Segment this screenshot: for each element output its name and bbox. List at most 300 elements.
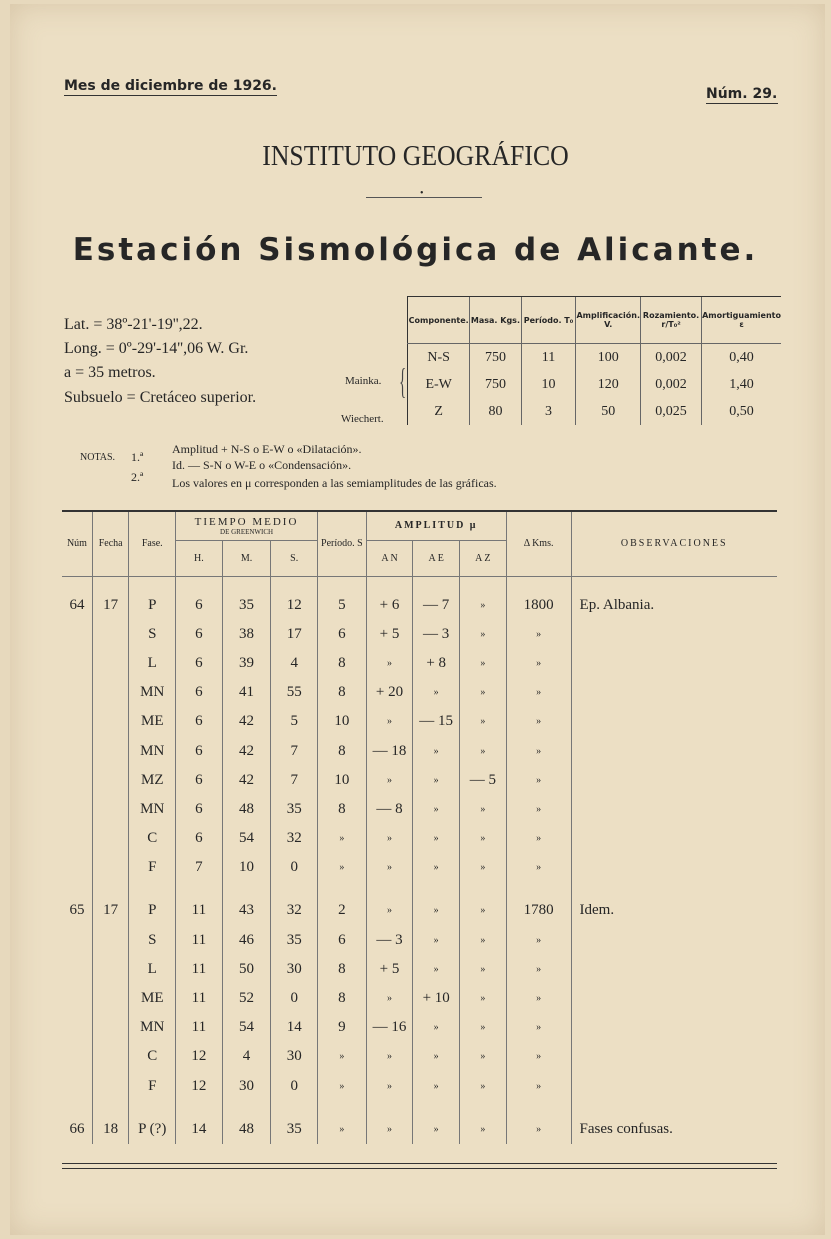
table-cell: + 6 (366, 591, 413, 620)
table-cell: 6 (176, 678, 223, 707)
table-cell: » (460, 984, 507, 1013)
altitude: a = 35 metros. (64, 364, 156, 381)
table-cell: » (460, 1042, 507, 1071)
table-cell: » (460, 955, 507, 984)
table-cell: 17 (271, 620, 318, 649)
table-row (62, 591, 777, 620)
observation-cell: Idem. (571, 896, 777, 925)
table-cell: 11 (176, 955, 223, 984)
instrument-cell: 10 (521, 371, 576, 398)
table-cell: 35 (271, 926, 318, 955)
table-cell: — 8 (366, 795, 413, 824)
note-2-marker: 2.ª (131, 470, 144, 484)
table-cell: 7 (271, 736, 318, 765)
table-cell: 30 (271, 955, 318, 984)
table-row (62, 766, 777, 795)
col-amortiguamiento: Amortiguamiento ε (702, 297, 781, 344)
instrument-table (407, 296, 781, 425)
table-cell: 6 (176, 620, 223, 649)
table-cell: ME (129, 707, 176, 736)
table-cell: » (460, 707, 507, 736)
table-cell: » (413, 1042, 460, 1071)
table-cell (92, 707, 129, 736)
col-masa: Masa. Kgs. (470, 297, 521, 344)
table-cell: » (318, 824, 367, 853)
table-cell: » (460, 591, 507, 620)
table-cell: » (413, 766, 460, 795)
instrument-cell: 11 (521, 344, 576, 372)
table-cell: » (366, 649, 413, 678)
table-cell: 1800 (506, 591, 571, 620)
header-periodo: Período. S (318, 512, 367, 576)
observation-cell (571, 955, 777, 984)
note-1-line-1: Amplitud + N-S o E-W o «Dilatación». (172, 442, 362, 456)
table-cell (62, 1042, 92, 1071)
table-row (62, 955, 777, 984)
table-cell: 10 (318, 766, 367, 795)
spacer-row (62, 1101, 777, 1115)
spacer-row (62, 882, 777, 896)
header-amplitud: AMPLITUD μ (366, 512, 506, 540)
table-cell: 6 (176, 649, 223, 678)
table-cell: » (366, 707, 413, 736)
table-cell: » (460, 795, 507, 824)
table-cell: 5 (318, 591, 367, 620)
col-componente: Componente. (408, 297, 470, 344)
table-cell: 12 (176, 1042, 223, 1071)
table-cell (62, 766, 92, 795)
header-h: H. (176, 540, 223, 576)
table-cell: » (366, 824, 413, 853)
table-cell: L (129, 955, 176, 984)
table-cell: MN (129, 795, 176, 824)
header-tiempo-label: TIEMPO MEDIO (194, 515, 299, 528)
table-cell: » (366, 1072, 413, 1101)
table-cell: » (460, 736, 507, 765)
note-1-line-2: Id. — S-N o W-E o «Condensación». (172, 458, 352, 472)
table-cell (62, 795, 92, 824)
table-cell: 10 (318, 707, 367, 736)
table-cell: + 8 (413, 649, 460, 678)
table-cell: MZ (129, 766, 176, 795)
observation-cell (571, 1013, 777, 1042)
table-cell: » (318, 1115, 367, 1144)
header-greenwich: DE GREENWICH (220, 527, 274, 536)
table-cell: 14 (176, 1115, 223, 1144)
table-cell: 66 (69, 1120, 85, 1137)
table-cell: » (413, 926, 460, 955)
table-cell: » (413, 736, 460, 765)
spacer-row (62, 576, 777, 591)
table-cell: » (460, 824, 507, 853)
table-cell: » (413, 1115, 460, 1144)
table-cell: 54 (222, 1013, 271, 1042)
instrument-cell: 0,025 (641, 398, 702, 425)
table-cell: 42 (222, 766, 271, 795)
table-cell: 1780 (506, 896, 571, 925)
table-cell: » (413, 896, 460, 925)
table-cell (62, 1013, 92, 1042)
table-cell: 8 (318, 736, 367, 765)
observation-cell (571, 707, 777, 736)
table-cell: 7 (176, 853, 223, 882)
instrument-cell: 0,002 (641, 344, 702, 372)
header-az: A Z (460, 540, 507, 576)
table-cell: 32 (271, 896, 318, 925)
note-1-marker: 1.ª (131, 450, 144, 464)
header-tiempo (176, 512, 318, 540)
table-cell: MN (129, 678, 176, 707)
table-cell: » (506, 955, 571, 984)
table-cell: 9 (318, 1013, 367, 1042)
instrument-cell: 120 (576, 371, 641, 398)
col-rozamiento: Rozamiento. r/T₀² (641, 297, 702, 344)
table-bottom-rule (62, 1163, 777, 1164)
table-row (62, 853, 777, 882)
table-cell: 2 (318, 896, 367, 925)
table-bottom-rule-2 (62, 1168, 777, 1169)
table-cell: 10 (222, 853, 271, 882)
table-cell: 8 (318, 984, 367, 1013)
observation-cell (571, 984, 777, 1013)
table-cell: » (366, 1042, 413, 1071)
table-cell: » (460, 620, 507, 649)
table-cell: » (506, 736, 571, 765)
table-row (62, 984, 777, 1013)
instrument-cell: 1,40 (702, 371, 781, 398)
table-cell: » (413, 824, 460, 853)
header-m: M. (222, 540, 271, 576)
table-cell (92, 1013, 129, 1042)
table-cell: 11 (176, 984, 223, 1013)
table-cell: — 15 (413, 707, 460, 736)
table-row (62, 649, 777, 678)
table-cell: 0 (271, 1072, 318, 1101)
table-cell: P (?) (129, 1115, 176, 1144)
table-row (62, 678, 777, 707)
table-cell (92, 766, 129, 795)
table-cell: 42 (222, 736, 271, 765)
table-cell: 8 (318, 955, 367, 984)
brace-icon: { (399, 361, 407, 401)
table-cell: 7 (271, 766, 318, 795)
table-cell: » (413, 1072, 460, 1101)
table-cell: 6 (176, 707, 223, 736)
table-cell: 41 (222, 678, 271, 707)
header-number: Núm. 29. (706, 86, 778, 102)
table-cell: » (318, 1072, 367, 1101)
table-cell: » (366, 984, 413, 1013)
header-num: Núm (66, 538, 87, 550)
table-cell: 46 (222, 926, 271, 955)
instrument-cell: 750 (470, 344, 521, 372)
table-cell: » (413, 678, 460, 707)
table-cell (92, 649, 129, 678)
table-cell: » (413, 1013, 460, 1042)
header-delta: Δ Kms. (506, 512, 571, 576)
table-cell: P (129, 591, 176, 620)
table-cell: F (129, 1072, 176, 1101)
observation-cell (571, 926, 777, 955)
table-cell: S (129, 620, 176, 649)
table-cell: 64 (69, 596, 85, 613)
table-cell: 50 (222, 955, 271, 984)
notes-label: NOTAS. (80, 452, 116, 463)
table-cell: » (506, 1042, 571, 1071)
table-cell: 4 (271, 649, 318, 678)
table-cell: 6 (318, 620, 367, 649)
table-cell: F (129, 853, 176, 882)
table-row (62, 824, 777, 853)
table-cell: 32 (271, 824, 318, 853)
table-row (62, 1072, 777, 1101)
observation-cell (571, 795, 777, 824)
table-cell: » (413, 795, 460, 824)
table-cell (62, 955, 92, 984)
table-cell (92, 736, 129, 765)
table-cell: » (506, 824, 571, 853)
instrument-cell: 0,40 (702, 344, 781, 372)
table-cell: 30 (222, 1072, 271, 1101)
table-cell: 48 (222, 1115, 271, 1144)
table-cell: MN (129, 736, 176, 765)
table-cell: » (506, 1072, 571, 1101)
header-s: S. (271, 540, 318, 576)
observation-cell (571, 1072, 777, 1101)
table-cell: » (366, 896, 413, 925)
table-cell: » (413, 955, 460, 984)
header-an: A N (366, 540, 413, 576)
table-cell: » (366, 853, 413, 882)
table-row (62, 1115, 777, 1144)
table-row (62, 736, 777, 765)
table-cell: 39 (222, 649, 271, 678)
instrument-cell: E-W (408, 371, 470, 398)
table-cell: C (129, 824, 176, 853)
table-cell: 8 (318, 649, 367, 678)
table-cell: » (460, 678, 507, 707)
seismic-table (62, 512, 777, 1144)
table-cell: 38 (222, 620, 271, 649)
table-cell: » (413, 853, 460, 882)
table-cell: 43 (222, 896, 271, 925)
table-cell (92, 620, 129, 649)
header-fecha: Fecha (92, 512, 129, 576)
table-row (62, 795, 777, 824)
table-cell: » (506, 678, 571, 707)
table-cell: — 18 (366, 736, 413, 765)
table-cell: MN (129, 1013, 176, 1042)
table-cell: — 5 (460, 766, 507, 795)
latitude: Lat. = 38º-21'-19'',22. (64, 316, 203, 333)
header-ae: A E (413, 540, 460, 576)
observation-cell (571, 853, 777, 882)
subsoil: Subsuelo = Cretáceo superior. (64, 389, 257, 406)
table-cell: L (129, 649, 176, 678)
table-row (62, 926, 777, 955)
instrument-wiechert: Wiechert. (341, 413, 384, 425)
table-cell: » (460, 926, 507, 955)
table-cell: — 3 (413, 620, 460, 649)
col-periodo: Período. T₀ (521, 297, 576, 344)
table-cell: » (506, 1013, 571, 1042)
table-cell: 35 (222, 591, 271, 620)
table-cell: » (366, 1115, 413, 1144)
table-cell (62, 926, 92, 955)
table-cell: 11 (176, 896, 223, 925)
table-cell (62, 649, 92, 678)
table-cell: — 3 (366, 926, 413, 955)
table-cell: » (318, 1042, 367, 1071)
table-cell: 4 (222, 1042, 271, 1071)
table-cell: 6 (176, 591, 223, 620)
observation-cell (571, 1042, 777, 1071)
header-fase: Fase. (129, 512, 176, 576)
table-cell: ME (129, 984, 176, 1013)
table-cell (92, 926, 129, 955)
table-cell (92, 678, 129, 707)
table-cell (62, 824, 92, 853)
table-cell: 6 (176, 766, 223, 795)
table-cell: » (506, 795, 571, 824)
instrument-mainka: Mainka. (345, 375, 382, 387)
instrument-cell: 750 (470, 371, 521, 398)
table-cell: 54 (222, 824, 271, 853)
instrument-cell: 50 (576, 398, 641, 425)
instrument-cell: 0,002 (641, 371, 702, 398)
header-observaciones: OBSERVACIONES (571, 512, 777, 576)
table-cell: + 5 (366, 620, 413, 649)
instrument-cell: 0,50 (702, 398, 781, 425)
instrument-row (408, 371, 782, 398)
table-cell (62, 736, 92, 765)
table-cell: » (506, 926, 571, 955)
table-cell: 8 (318, 795, 367, 824)
note-2-line: Los valores en μ corresponden a las semiamplitudes de las gráficas. (172, 476, 497, 490)
table-cell: 65 (69, 902, 85, 919)
instrument-cell: 100 (576, 344, 641, 372)
table-cell: 52 (222, 984, 271, 1013)
table-cell: C (129, 1042, 176, 1071)
table-cell: » (506, 766, 571, 795)
table-cell: 8 (318, 678, 367, 707)
table-cell: 6 (176, 736, 223, 765)
table-cell: 12 (271, 591, 318, 620)
table-cell: 17 (92, 591, 129, 620)
instrument-cell: 3 (521, 398, 576, 425)
table-cell: » (506, 853, 571, 882)
table-cell: 18 (92, 1115, 129, 1144)
table-cell: » (460, 649, 507, 678)
table-row (62, 1042, 777, 1071)
table-cell: 6 (176, 795, 223, 824)
table-cell (92, 1042, 129, 1071)
table-cell: — 7 (413, 591, 460, 620)
table-cell: 11 (176, 1013, 223, 1042)
table-cell (92, 955, 129, 984)
header-month: Mes de diciembre de 1926. (64, 78, 277, 94)
table-cell: » (460, 1013, 507, 1042)
table-cell: — 16 (366, 1013, 413, 1042)
table-cell: 11 (176, 926, 223, 955)
col-amplificacion: Amplificación. V. (576, 297, 641, 344)
table-cell: 14 (271, 1013, 318, 1042)
longitude: Long. = 0º-29'-14'',06 W. Gr. (64, 340, 249, 357)
table-cell (92, 824, 129, 853)
table-cell: » (506, 1115, 571, 1144)
instrument-cell: Z (408, 398, 470, 425)
table-cell (62, 620, 92, 649)
observation-cell (571, 649, 777, 678)
instrument-row (408, 398, 782, 425)
observation-cell (571, 678, 777, 707)
table-cell (62, 1072, 92, 1101)
table-cell: 35 (271, 795, 318, 824)
table-cell (62, 678, 92, 707)
observation-cell (571, 736, 777, 765)
decorative-rule (366, 197, 482, 198)
table-cell: » (506, 649, 571, 678)
table-row (62, 1013, 777, 1042)
table-cell: 35 (271, 1115, 318, 1144)
table-cell: 42 (222, 707, 271, 736)
table-cell: 12 (176, 1072, 223, 1101)
table-cell: + 5 (366, 955, 413, 984)
observation-cell (571, 620, 777, 649)
table-row (62, 896, 777, 925)
table-cell: » (366, 766, 413, 795)
table-cell: + 20 (366, 678, 413, 707)
table-cell (92, 1072, 129, 1101)
observation-cell: Ep. Albania. (571, 591, 777, 620)
table-cell (92, 853, 129, 882)
table-cell (62, 853, 92, 882)
instrument-cell: N-S (408, 344, 470, 372)
instrument-cell: 80 (470, 398, 521, 425)
instrument-row (408, 344, 782, 372)
table-cell: 6 (176, 824, 223, 853)
institute-title: INSTITUTO GEOGRÁFICO (262, 141, 569, 172)
table-cell: 55 (271, 678, 318, 707)
table-cell (92, 795, 129, 824)
table-row (62, 620, 777, 649)
table-cell: P (129, 896, 176, 925)
table-cell: 0 (271, 853, 318, 882)
observation-cell: Fases confusas. (571, 1115, 777, 1144)
table-cell (92, 984, 129, 1013)
table-cell: 30 (271, 1042, 318, 1071)
table-cell: 0 (271, 984, 318, 1013)
table-cell (62, 984, 92, 1013)
table-cell: + 10 (413, 984, 460, 1013)
observation-cell (571, 766, 777, 795)
table-cell: » (318, 853, 367, 882)
table-cell: » (460, 853, 507, 882)
table-cell: 6 (318, 926, 367, 955)
table-cell: » (460, 1072, 507, 1101)
table-cell: 5 (271, 707, 318, 736)
table-cell: » (460, 1115, 507, 1144)
table-cell: S (129, 926, 176, 955)
table-row (62, 707, 777, 736)
observation-cell (571, 824, 777, 853)
table-cell: » (460, 896, 507, 925)
table-cell: » (506, 984, 571, 1013)
table-cell: » (506, 707, 571, 736)
table-cell: 48 (222, 795, 271, 824)
station-title: Estación Sismológica de Alicante. (72, 232, 759, 268)
table-cell: 17 (92, 896, 129, 925)
